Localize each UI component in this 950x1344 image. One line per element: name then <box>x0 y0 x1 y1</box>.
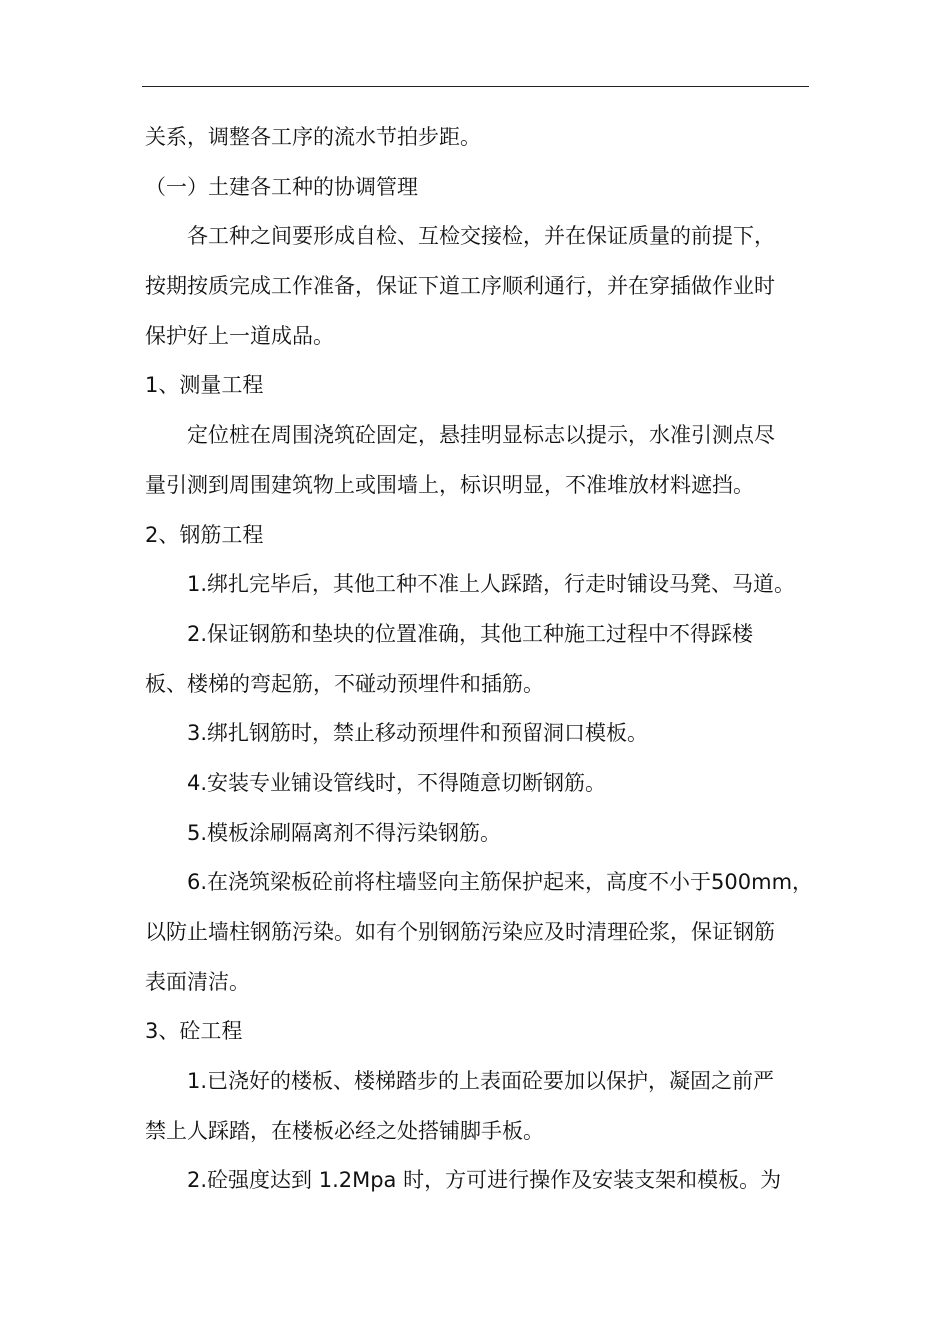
document-body <box>145 113 814 1206</box>
section-heading: （一）土建各工种的协调管理 <box>145 174 418 199</box>
list-item: 3.绑扎钢筋时，禁止移动预埋件和预留洞口模板。 <box>187 721 649 746</box>
text-line: 量引测到周围建筑物上或围墙上，标识明显，不准堆放材料遮挡。 <box>145 472 754 497</box>
text-line: 以防止墙柱钢筋污染。如有个别钢筋污染应及时清理砼浆，保证钢筋 <box>145 920 775 944</box>
list-item: 6.在浇筑梁板砼前将柱墙竖向主筋保护起来，高度不小于500mm， <box>187 870 814 895</box>
section-heading: 2、钢筋工程 <box>145 522 264 547</box>
section-heading: 3、砼工程 <box>145 1019 243 1044</box>
list-item: 1.绑扎完毕后，其他工种不准上人踩踏，行走时铺设马凳、马道。 <box>187 572 796 597</box>
text-line: 各工种之间要形成自检、互检交接检，并在保证质量的前提下， <box>187 224 775 249</box>
text-line: 关系，调整各工序的流水节拍步距。 <box>145 125 481 149</box>
list-item: 2.砼强度达到 1.2Mpa 时，方可进行操作及安装支架和模板。为 <box>187 1168 782 1193</box>
text-line: 按期按质完成工作准备，保证下道工序顺利通行，并在穿插做作业时 <box>145 274 775 299</box>
text-line: 板、楼梯的弯起筋，不碰动预埋件和插筋。 <box>145 671 544 696</box>
list-item: 1.已浇好的楼板、楼梯踏步的上表面砼要加以保护，凝固之前严 <box>187 1069 775 1094</box>
list-item: 4.安装专业铺设管线时，不得随意切断钢筋。 <box>187 770 607 795</box>
list-item: 5.模板涂刷隔离剂不得污染钢筋。 <box>187 820 502 845</box>
text-line: 保护好上一道成品。 <box>145 323 334 348</box>
header-rule <box>142 86 809 87</box>
text-line: 定位桩在周围浇筑砼固定，悬挂明显标志以提示，水准引测点尽 <box>187 423 775 448</box>
section-heading: 1、测量工程 <box>145 373 264 398</box>
text-line: 禁上人踩踏，在楼板必经之处搭铺脚手板。 <box>145 1118 544 1143</box>
text-line: 表面清洁。 <box>145 969 250 994</box>
list-item: 2.保证钢筋和垫块的位置准确，其他工种施工过程中不得踩楼 <box>187 621 754 646</box>
